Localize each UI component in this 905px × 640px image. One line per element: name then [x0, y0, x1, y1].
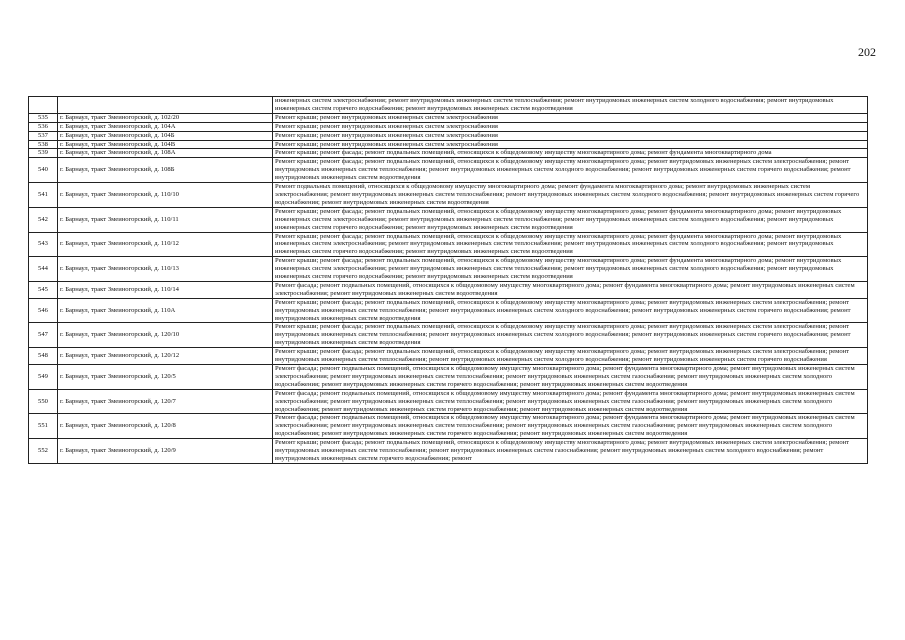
row-address: г. Барнаул, тракт Змеиногорский, д. 110/13 [58, 257, 273, 282]
row-address: г. Барнаул, тракт Змеиногорский, д. 110/10 [58, 183, 273, 208]
row-address [58, 97, 273, 114]
table-row [29, 207, 868, 232]
row-works: Ремонт фасада; ремонт подвальных помещений, относящихся к общедомовому имуществу многоквартирного дома; ремонт фундамента многоквартирного дома; ремонт внутридомовых инженерных систем электроснабжения; ремонт внутридомовых инженерных систем теплоснабжения; ремонт внутридомовых инженерных систем газоснабжения; ремонт внутридомовых инженерных систем холодного водоснабжения; ремонт внутридомовых инженерных систем горячего водоснабжения; ремонт внутридомовых инженерных систем водоотведения [273, 414, 868, 439]
row-number: 535 [29, 113, 58, 122]
row-works: Ремонт крыши; ремонт внутридомовых инженерных систем электроснабжения [273, 113, 868, 122]
row-number: 550 [29, 389, 58, 414]
row-address: г. Барнаул, тракт Змеиногорский, д. 102/20 [58, 113, 273, 122]
row-works: Ремонт крыши; ремонт фасада; ремонт подвальных помещений, относящихся к общедомовому имуществу многоквартирного дома; ремонт внутридомовых инженерных систем электроснабжения; ремонт внутридомовых инженерных систем теплоснабжения; ремонт внутридомовых инженерных систем холодного водоснабжения; ремонт внутридомовых инженерных систем горячего водоснабжения; ремонт внутридомовых инженерных систем водоотведения [273, 323, 868, 348]
table-body [29, 97, 868, 464]
row-number: 546 [29, 298, 58, 323]
table-row [29, 183, 868, 208]
row-number: 552 [29, 439, 58, 464]
row-works: Ремонт крыши; ремонт фасада; ремонт подвальных помещений, относящихся к общедомовому имуществу многоквартирного дома; ремонт внутридомовых инженерных систем электроснабжения; ремонт внутридомовых инженерных систем теплоснабжения; ремонт внутридомовых инженерных систем холодного водоснабжения; ремонт внутридомовых инженерных систем горячего водоснабжения; ремонт внутридомовых инженерных систем водоотведения [273, 298, 868, 323]
row-address: г. Барнаул, тракт Змеиногорский, д. 120/10 [58, 323, 273, 348]
page-number: 202 [858, 45, 876, 59]
table-row [29, 348, 868, 365]
row-address: г. Барнаул, тракт Змеиногорский, д. 110А [58, 298, 273, 323]
row-number: 548 [29, 348, 58, 365]
row-number: 538 [29, 140, 58, 149]
row-number: 544 [29, 257, 58, 282]
row-address: г. Барнаул, тракт Змеиногорский, д. 120/8 [58, 414, 273, 439]
row-number: 547 [29, 323, 58, 348]
row-works: Ремонт подвальных помещений, относящихся к общедомовому имуществу многоквартирного дома; ремонт фундамента многоквартирного дома; ремонт внутридомовых инженерных систем электроснабжения; ремонт внутридомовых инженерных систем теплоснабжения; ремонт внутридомовых инженерных систем холодного водоснабжения; ремонт внутридомовых инженерных систем горячего водоснабжения; ремонт внутридомовых инженерных систем водоотведения [273, 183, 868, 208]
row-address: г. Барнаул, тракт Змеиногорский, д. 108А [58, 149, 273, 158]
row-number [29, 97, 58, 114]
row-works: инженерных систем электроснабжения; ремонт внутридомовых инженерных систем теплоснабжения; ремонт внутридомовых инженерных систем холодного водоснабжения; ремонт внутридомовых инженерных систем горячего водоснабжения; ремонт внутридомовых инженерных систем водоотведения [273, 97, 868, 114]
table-row [29, 232, 868, 257]
row-address: г. Барнаул, тракт Змеиногорский, д. 110/11 [58, 207, 273, 232]
row-works: Ремонт крыши; ремонт фасада; ремонт подвальных помещений, относящихся к общедомовому имуществу многоквартирного дома; ремонт фундамента многоквартирного дома; ремонт внутридомовых инженерных систем электроснабжения; ремонт внутридомовых инженерных систем теплоснабжения; ремонт внутридомовых инженерных систем холодного водоснабжения; ремонт внутридомовых инженерных систем горячего водоснабжения; ремонт внутридомовых инженерных систем водоотведения [273, 207, 868, 232]
table-row [29, 113, 868, 122]
row-number: 542 [29, 207, 58, 232]
row-address: г. Барнаул, тракт Змеиногорский, д. 104Б [58, 131, 273, 140]
row-works: Ремонт крыши; ремонт внутридомовых инженерных систем электроснабжения [273, 140, 868, 149]
works-table [28, 96, 868, 464]
row-address: г. Барнаул, тракт Змеиногорский, д. 110/12 [58, 232, 273, 257]
row-number: 541 [29, 183, 58, 208]
row-number: 549 [29, 365, 58, 390]
row-address: г. Барнаул, тракт Змеиногорский, д. 120/12 [58, 348, 273, 365]
row-works: Ремонт крыши; ремонт фасада; ремонт подвальных помещений, относящихся к общедомовому имуществу многоквартирного дома; ремонт фундамента многоквартирного дома [273, 149, 868, 158]
row-works: Ремонт крыши; ремонт внутридомовых инженерных систем электроснабжения [273, 122, 868, 131]
row-number: 537 [29, 131, 58, 140]
row-works: Ремонт фасада; ремонт подвальных помещений, относящихся к общедомовому имуществу многоквартирного дома; ремонт фундамента многоквартирного дома; ремонт внутридомовых инженерных систем электроснабжения; ремонт внутридомовых инженерных систем теплоснабжения; ремонт внутридомовых инженерных систем газоснабжения; ремонт внутридомовых инженерных систем холодного водоснабжения; ремонт внутридомовых инженерных систем горячего водоснабжения; ремонт внутридомовых инженерных систем водоотведения [273, 365, 868, 390]
table-row [29, 158, 868, 183]
row-works: Ремонт крыши; ремонт фасада; ремонт подвальных помещений, относящихся к общедомовому имуществу многоквартирного дома; ремонт внутридомовых инженерных систем электроснабжения; ремонт внутридомовых инженерных систем теплоснабжения; ремонт внутридомовых инженерных систем холодного водоснабжения; ремонт внутридомовых инженерных систем горячего водоснабжения [273, 348, 868, 365]
row-works: Ремонт фасада; ремонт подвальных помещений, относящихся к общедомовому имуществу многоквартирного дома; ремонт фундамента многоквартирного дома; ремонт внутридомовых инженерных систем электроснабжения; ремонт внутридомовых инженерных систем водоотведения [273, 281, 868, 298]
row-number: 543 [29, 232, 58, 257]
row-address: г. Барнаул, тракт Змеиногорский, д. 120/5 [58, 365, 273, 390]
table-row [29, 281, 868, 298]
row-address: г. Барнаул, тракт Змеиногорский, д. 110/14 [58, 281, 273, 298]
row-works: Ремонт крыши; ремонт фасада; ремонт подвальных помещений, относящихся к общедомовому имуществу многоквартирного дома; ремонт фундамента многоквартирного дома; ремонт внутридомовых инженерных систем электроснабжения; ремонт внутридомовых инженерных систем теплоснабжения; ремонт внутридомовых инженерных систем холодного водоснабжения; ремонт внутридомовых инженерных систем горячего водоснабжения; ремонт внутридомовых инженерных систем водоотведения [273, 232, 868, 257]
table-row [29, 149, 868, 158]
row-number: 551 [29, 414, 58, 439]
row-works: Ремонт фасада; ремонт подвальных помещений, относящихся к общедомовому имуществу многоквартирного дома; ремонт фундамента многоквартирного дома; ремонт внутридомовых инженерных систем электроснабжения; ремонт внутридомовых инженерных систем теплоснабжения; ремонт внутридомовых инженерных систем газоснабжения; ремонт внутридомовых инженерных систем холодного водоснабжения; ремонт внутридомовых инженерных систем горячего водоснабжения; ремонт внутридомовых инженерных систем водоотведения [273, 389, 868, 414]
row-works: Ремонт крыши; ремонт фасада; ремонт подвальных помещений, относящихся к общедомовому имуществу многоквартирного дома; ремонт фундамента многоквартирного дома; ремонт внутридомовых инженерных систем электроснабжения; ремонт внутридомовых инженерных систем теплоснабжения; ремонт внутридомовых инженерных систем холодного водоснабжения; ремонт внутридомовых инженерных систем горячего водоснабжения; ремонт внутридомовых инженерных систем водоотведения [273, 257, 868, 282]
table-row [29, 122, 868, 131]
row-address: г. Барнаул, тракт Змеиногорский, д. 104В [58, 140, 273, 149]
table-row [29, 389, 868, 414]
table-row [29, 365, 868, 390]
row-address: г. Барнаул, тракт Змеиногорский, д. 120/9 [58, 439, 273, 464]
row-number: 539 [29, 149, 58, 158]
table-row [29, 257, 868, 282]
row-address: г. Барнаул, тракт Змеиногорский, д. 104А [58, 122, 273, 131]
row-number: 540 [29, 158, 58, 183]
table-row [29, 414, 868, 439]
row-address: г. Барнаул, тракт Змеиногорский, д. 108Б [58, 158, 273, 183]
table-row [29, 97, 868, 114]
row-works: Ремонт крыши; ремонт фасада; ремонт подвальных помещений, относящихся к общедомовому имуществу многоквартирного дома; ремонт внутридомовых инженерных систем электроснабжения; ремонт внутридомовых инженерных систем теплоснабжения; ремонт внутридомовых инженерных систем холодного водоснабжения; ремонт внутридомовых инженерных систем горячего водоснабжения; ремонт внутридомовых инженерных систем водоотведения [273, 158, 868, 183]
row-works: Ремонт крыши; ремонт внутридомовых инженерных систем электроснабжения [273, 131, 868, 140]
table-row [29, 140, 868, 149]
table-row [29, 298, 868, 323]
table-row [29, 439, 868, 464]
row-address: г. Барнаул, тракт Змеиногорский, д. 120/7 [58, 389, 273, 414]
row-number: 545 [29, 281, 58, 298]
table-row [29, 131, 868, 140]
table-row [29, 323, 868, 348]
row-works: Ремонт крыши; ремонт фасада; ремонт подвальных помещений, относящихся к общедомовому имуществу многоквартирного дома; ремонт внутридомовых инженерных систем электроснабжения; ремонт внутридомовых инженерных систем теплоснабжения; ремонт внутридомовых инженерных систем газоснабжения; ремонт внутридомовых инженерных систем холодного водоснабжения; ремонт внутридомовых инженерных систем горячего водоснабжения; ремонт [273, 439, 868, 464]
row-number: 536 [29, 122, 58, 131]
